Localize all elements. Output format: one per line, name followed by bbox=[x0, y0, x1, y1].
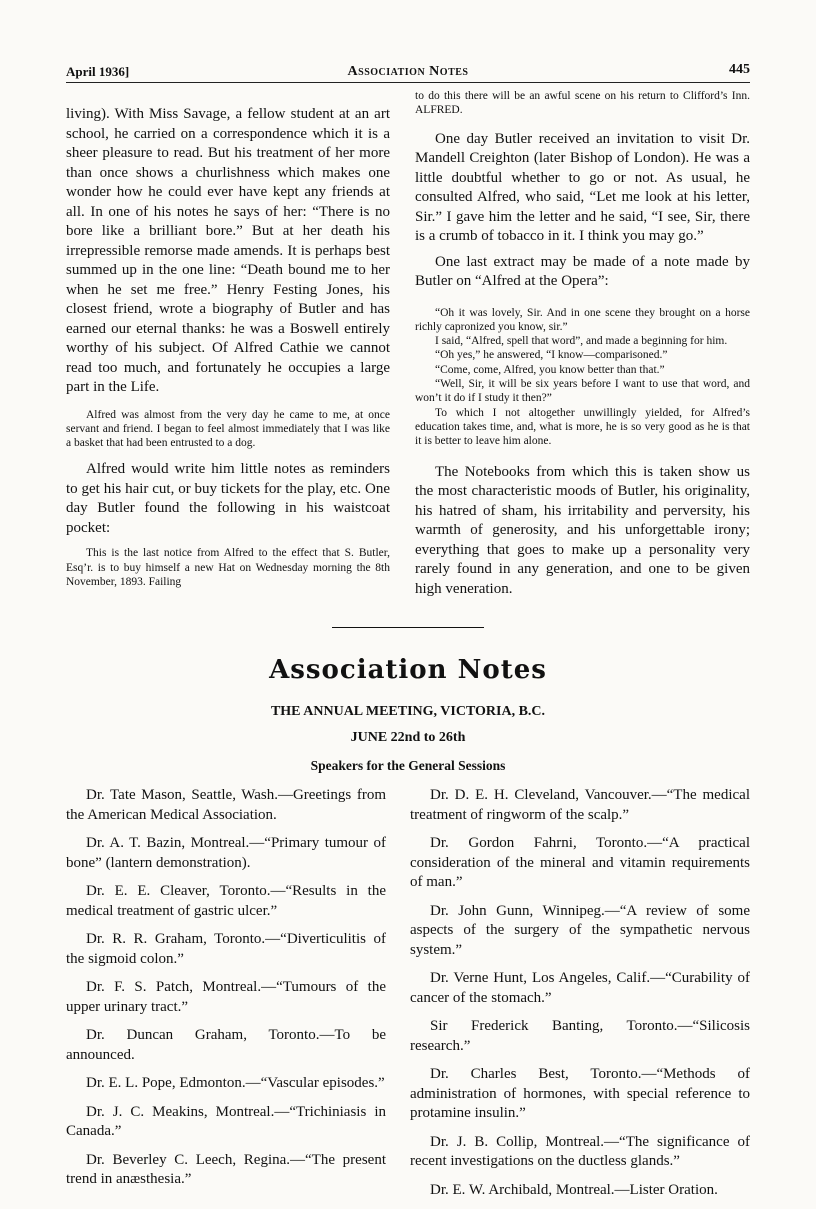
block-quote-continued: to do this there will be an awful scene on his return to Clifford’s Inn. ALFRED. bbox=[415, 90, 750, 117]
block-quote: Alfred was almost from the very day he came to me, at once servant and friend. I began to feel almost immediately that I was like a basket that had been entrusted to a dog. bbox=[66, 408, 390, 450]
article-columns bbox=[66, 90, 750, 597]
speakers-left-column bbox=[66, 786, 386, 1199]
speaker-entry: Dr. E. L. Pope, Edmonton.—“Vascular episodes.” bbox=[86, 1075, 385, 1091]
speaker-entry: Dr. Gordon Fahrni, Toronto.—“A practical consideration of the mineral and vitamin requirements of man.” bbox=[410, 835, 750, 890]
article-paragraph: One day Butler received an invitation to visit Dr. Mandell Creighton (later Bishop of London). He was a little doubtful whether to go or not. As usual, he consulted Alfred, who said, “Let me look at his letter, Sir.” I gave him the letter and he said, “I see, Sir, there is a crumb of tobacco in it. I think you may go.” bbox=[415, 130, 750, 245]
speaker-entry: Dr. J. B. Collip, Montreal.—“The significance of recent investigations on the ductless glands.” bbox=[410, 1133, 750, 1169]
speaker-entry: Dr. Duncan Graham, Toronto.—To be announced. bbox=[66, 1027, 386, 1063]
speaker-entry: Sir Frederick Banting, Toronto.—“Silicosis research.” bbox=[410, 1018, 750, 1054]
article-paragraph: One last extract may be made of a note made by Butler on “Alfred at the Opera”: bbox=[415, 253, 750, 290]
speakers-heading: Speakers for the General Sessions bbox=[310, 758, 506, 773]
notes-title: Association Notes bbox=[269, 655, 547, 685]
meeting-heading: THE ANNUAL MEETING, VICTORIA, B.C. bbox=[270, 704, 546, 719]
speaker-entry: Dr. F. S. Patch, Montreal.—“Tumours of the upper urinary tract.” bbox=[66, 979, 386, 1015]
speaker-entry: Dr. E. E. Cleaver, Toronto.—“Results in the medical treatment of gastric ulcer.” bbox=[66, 883, 386, 919]
section-title: Association Notes bbox=[347, 64, 469, 79]
speaker-entry: Dr. A. T. Bazin, Montreal.—“Primary tumour of bone” (lantern demonstration). bbox=[66, 835, 386, 871]
block-quote: This is the last notice from Alfred to the effect that S. Butler, Esq’r. is to buy himself a new Hat on Wednesday morning the 8th November, 1893. Failing bbox=[66, 547, 390, 588]
speaker-entry: Dr. D. E. H. Cleveland, Vancouver.—“The medical treatment of ringworm of the scalp.” bbox=[410, 787, 750, 823]
speaker-entry: Dr. John Gunn, Winnipeg.—“A review of some aspects of the surgery of the sympathetic nervous system.” bbox=[410, 902, 750, 958]
speaker-entry: Dr. Beverley C. Leech, Regina.—“The present trend in anæsthesia.” bbox=[66, 1151, 386, 1187]
meeting-dates: JUNE 22nd to 26th bbox=[350, 730, 466, 745]
article-paragraph: Alfred would write him little notes as reminders to get his hair cut, or buy tickets for the play, etc. One day Butler found the following in his waistcoat pocket: bbox=[66, 461, 390, 536]
speaker-entry: Dr. E. W. Archibald, Montreal.—Lister Oration. bbox=[430, 1181, 718, 1198]
journal-page bbox=[66, 52, 750, 1198]
speakers-right-column bbox=[410, 786, 750, 1209]
speaker-entry: Dr. Tate Mason, Seattle, Wash.—Greetings from the American Medical Association. bbox=[66, 787, 386, 823]
article-paragraph: living). With Miss Savage, a fellow student at an art school, he carried on a correspondence which it is a sheer pleasure to read. But his treatment of her more than once shows a churlishness which makes one wonder how he could ever have kept any friends at all. In one of his notes he says of her: “There is no bore like a brilliant bore.” But at her death his irrepressible remorse made amends. It is perhaps best summed up in the one line: “Death bound me to her when he set me free.” Henry Festing Jones, his closest friend, wrote a biography of Butler and has earned our eternal thanks: he was a Boswell entirely worthy of his subject. Of Alfred Cathie we cannot read too much, and fortunately he occupies a large part in the Life. bbox=[66, 106, 390, 395]
speaker-entry: Dr. Verne Hunt, Los Angeles, Calif.—“Curability of cancer of the stomach.” bbox=[410, 970, 750, 1006]
opera-quote-line: “Come, come, Alfred, you know better than that.” bbox=[435, 363, 665, 376]
opera-quote-line: To which I not altogether unwillingly yielded, for Alfred’s education takes time, and, what is more, he is so very good as he is that it is better to leave him alone. bbox=[415, 406, 750, 448]
opera-quote-line: “Well, Sir, it will be six years before I want to use that word, and won’t it do if I study it then?” bbox=[415, 378, 750, 405]
article-right-column bbox=[415, 89, 750, 605]
opera-quote-line: I said, “Alfred, spell that word”, and made a beginning for him. bbox=[435, 335, 728, 348]
opera-quote-line: “Oh yes,” he answered, “I know—comparisoned.” bbox=[435, 349, 668, 362]
running-header bbox=[66, 52, 750, 83]
speaker-entry: Dr. Charles Best, Toronto.—“Methods of administration of hormones, with special reference to protamine insulin.” bbox=[410, 1066, 750, 1121]
section-divider bbox=[332, 627, 484, 628]
opera-quote-line: “Oh it was lovely, Sir. And in one scene they brought on a horse richly capronized you know, sir.” bbox=[415, 306, 750, 333]
speaker-entry: Dr. R. R. Graham, Toronto.—“Diverticulitis of the sigmoid colon.” bbox=[66, 931, 386, 967]
issue-date: April 1936] bbox=[66, 64, 130, 79]
page-number: 445 bbox=[729, 62, 750, 77]
article-left-column bbox=[66, 105, 390, 599]
speaker-entry: Dr. J. C. Meakins, Montreal.—“Trichiniasis in Canada.” bbox=[66, 1103, 386, 1139]
article-paragraph: The Notebooks from which this is taken show us the most characteristic moods of Butler, his originality, his hatred of sham, his irritability and perversity, his warmth of generosity, and his unforgettable irony; everything that goes to make up a personality very rarely found in any generation, and one to be given high veneration. bbox=[415, 463, 750, 597]
